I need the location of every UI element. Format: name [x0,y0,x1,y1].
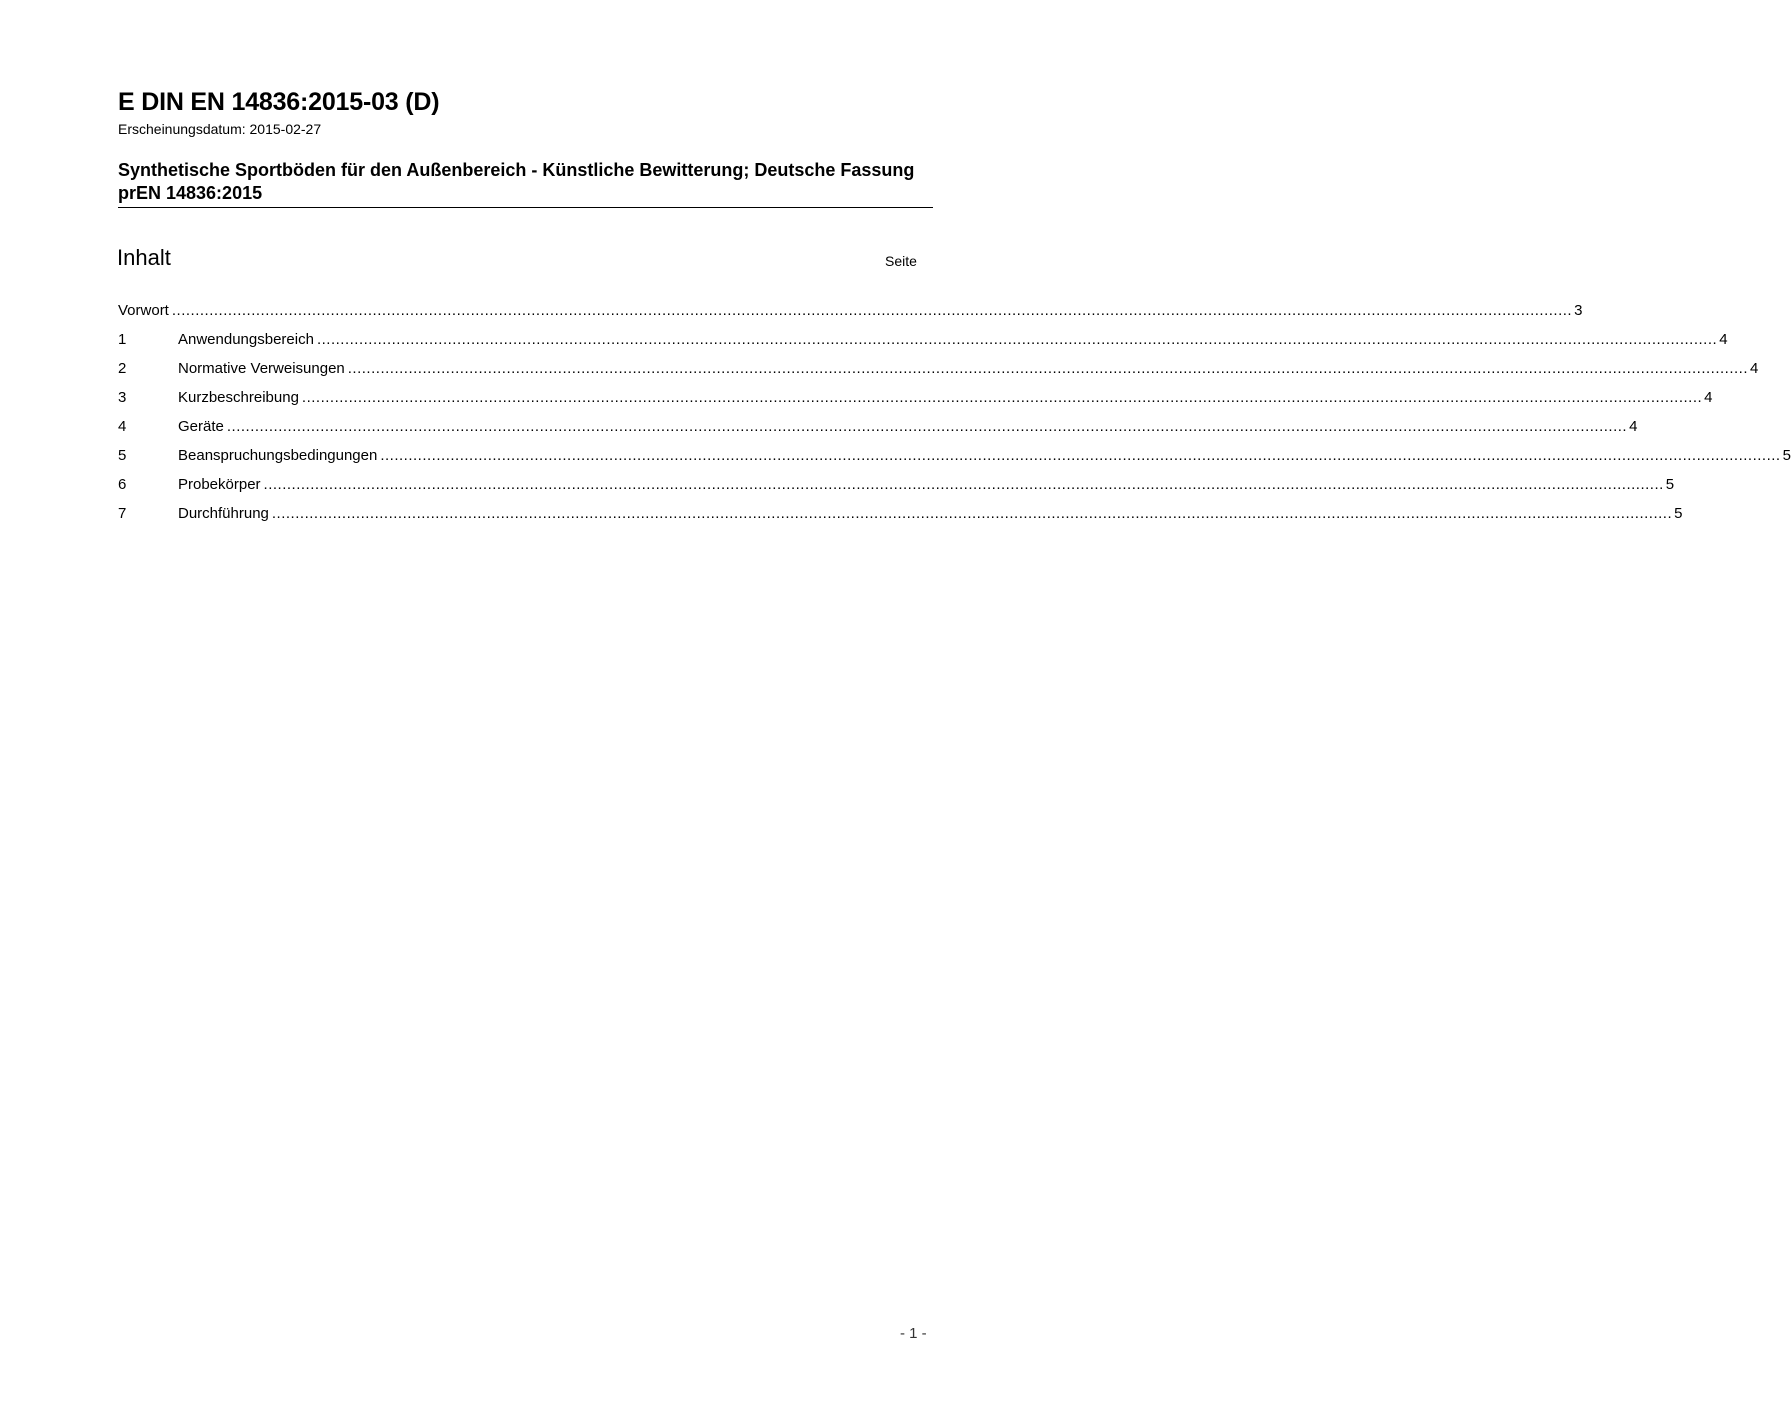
toc-entry-number: 5 [118,447,127,464]
toc-leader-dots: ............................................................................................................................................................................................................................................................................................................ [316,331,1718,348]
footer-page-number: - 1 - [900,1325,927,1342]
toc-entry-label: Normative Verweisungen [178,360,345,377]
toc-entry-page: 4 [1629,418,1638,435]
toc-entry-number: 6 [118,476,127,493]
publication-date: Erscheinungsdatum: 2015-02-27 [118,121,322,137]
toc-leader-dots: ............................................................................................................................................................................................................................................................................................................ [301,389,1703,406]
toc-entry-1[interactable] [118,330,1728,359]
toc-leader-dots: ............................................................................................................................................................................................................................................................................................................ [263,476,1664,493]
toc-leader-dots: ............................................................................................................................................................................................................................................................................................................ [226,418,1628,435]
toc-entry-page: 4 [1704,389,1713,406]
toc-entry-number: 3 [118,389,127,406]
toc-entry-vorwort[interactable] [118,301,1583,330]
toc-entry-label: Anwendungsbereich [178,331,314,348]
toc-heading: Inhalt [117,245,171,270]
toc-entry-number: 4 [118,418,127,435]
toc-leader-dots: ............................................................................................................................................................................................................................................................................................................ [271,505,1673,522]
document-title: Synthetische Sportböden für den Außenbereich - Künstliche Bewitterung; Deutsche Fassung prEN 14836:2015 [118,159,933,208]
toc-entry-3[interactable] [118,388,1713,417]
toc-entry-5[interactable] [118,446,1791,475]
toc-entry-4[interactable] [118,417,1638,446]
table-of-contents [118,301,1791,533]
toc-entry-6[interactable] [118,475,1675,504]
toc-entry-label: Probekörper [178,476,261,493]
toc-entry-label: Vorwort [118,302,169,319]
toc-entry-page: 4 [1750,360,1759,377]
toc-entry-page: 5 [1665,476,1675,493]
toc-entry-label: Durchführung [178,505,269,522]
toc-entry-page: 5 [1782,447,1791,464]
toc-entry-label: Geräte [178,418,224,435]
toc-entry-7[interactable] [118,504,1683,533]
toc-entry-number: 7 [118,505,127,522]
toc-leader-dots: ............................................................................................................................................................................................................................................................................................................ [347,360,1749,377]
toc-entry-label: Kurzbeschreibung [178,389,299,406]
toc-entry-number: 2 [118,360,127,377]
toc-entry-page: 3 [1574,302,1583,319]
document-id: E DIN EN 14836:2015-03 (D) [118,88,440,116]
toc-entry-number: 1 [118,331,127,348]
toc-entry-2[interactable] [118,359,1759,388]
toc-entry-page: 5 [1674,505,1683,522]
toc-leader-dots: ............................................................................................................................................................................................................................................................................................................ [380,447,1781,464]
toc-leader-dots: ............................................................................................................................................................................................................................................................................................................ [171,302,1573,319]
toc-entry-page: 4 [1719,331,1728,348]
toc-page-column-label: Seite [885,253,917,269]
toc-entry-label: Beanspruchungsbedingungen [178,447,378,464]
